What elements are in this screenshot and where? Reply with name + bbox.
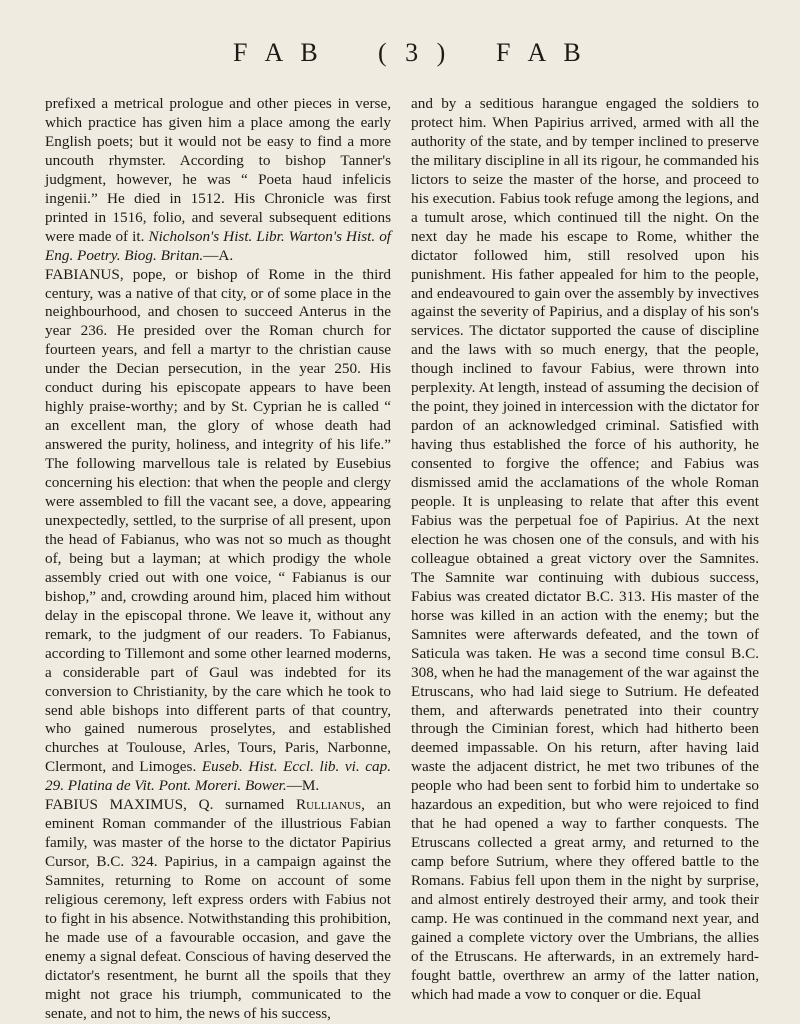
entry-fabius-maximus (45, 796, 391, 1023)
entry-text: , an eminent Roman commander of the illustrious Fabian family, was master of the horse to the dictator Papirius Cursor, B.C. 324. Papirius, in a campaign against the Samnites, returning to Rome on account of some religious ceremony, left express orders with Fabius not to fight in his absence. Notwithstanding this prohibition, he made use of a favourable occasion, and gave the enemy a signal defeat. Conscious of having deserved the dictator's resentment, he burnt all the spoils that they might not grace his triumph, communicated to the senate, and not to him, the news of his success, (45, 796, 391, 1022)
references: Euseb. Hist. Eccl. lib. vi. cap. 29. Platina de Vit. Pont. Moreri. Bower. (45, 758, 391, 795)
author-signature: —M. (286, 777, 320, 795)
entry-heading: FABIUS MAXIMUS, Q. surnamed (45, 796, 285, 814)
entry-fabian-chronicle (45, 95, 391, 266)
entry-fabius-continued (411, 95, 759, 1005)
left-column (45, 95, 391, 1024)
entry-text: and by a seditious harangue engaged the soldiers to protect him. When Papirius arrived, armed with all the authority of the state, and by temper inclined to preserve the military discipline in all its rigour, he commanded his lictors to seize the master of the horse, and proceed to his execution. Fabius took refuge among the legions, and a tumult arose, which continued till the night. On the next day he made his escape to Rome, whither the dictator followed him, still resolved upon his punishment. His father appealed for him to the people, and endeavoured to gain over the assembly by invectives against the severity of Papirius, and a display of his son's services. The dictator supported the cause of discipline and the laws with so much energy, that the people, though inclined to favour Fabius, were thrown into perplexity. At length, instead of assuming the decision of the point, they joined in intercession with the dictator for pardon of an acknowledged criminal. Satisfied with having thus established the force of his authority, he consented to forgive the offence; and Fabius was dismissed amid the acclamations of the whole Roman people. It is unpleasing to relate that after this event Fabius was the perpetual foe of Papirius. At the next election he was chosen one of the consuls, and with his colleague obtained a great victory over the Samnites. The Samnite war continuing with dubious success, Fabius was created dictator B.C. 313. His master of the horse was killed in an action with the enemy; but the Samnites were afterwards defeated, and the town of Saticula was taken. He was a second time consul B.C. 308, when he had the management of the war against the Etruscans, who had laid siege to Sutrium. He defeated them, and afterwards penetrated into their country through the Ciminian forest, which had hitherto been deemed impassable. On his return, after having laid waste the adjacent district, he met two tribunes of the people who had been sent to forbid him to undertake so hazardous an expedition, but who were rejoiced to find that he had opened a way to farther conquests. The Etruscans collected a great army, and returned to the camp before Sutrium, where they offered battle to the Romans. Fabius fell upon them in the night by surprise, and almost entirely destroyed their army, and took their camp. He was continued in the command next year, and gained a complete victory over the Umbrians, the allies of the Etruscans. He afterwards, in an extremely hard-fought battle, overthrew an army of the latter nation, which had made a vow to conquer or die. Equal (411, 95, 759, 1003)
running-head-left: F A B (233, 38, 324, 67)
references: Nicholson's Hist. Libr. Warton's Hist. of Eng. Poetry. Biog. Britan. (45, 227, 392, 264)
author-signature: —A. (203, 246, 234, 264)
page-number: ( 3 ) (378, 38, 452, 67)
running-head-right: F A B (496, 38, 587, 67)
entry-text: FABIANUS, pope, or bishop of Rome in the third century, was a native of that city, or of some place in the neighbourhood, and chosen to succeed Anterus in the year 236. He presided over the Roman church for fourteen years, and fell a martyr to the christian cause under the Decian persecution, in the year 250. His conduct during his episcopate appears to have been highly praise-worthy; and by St. Cyprian he is called “ an excellent man, the glory of whose death had answered the purity, holiness, and integrity of his life.” The following marvellous tale is related by Eusebius concerning his election: that when the people and clergy were assembled to fill the vacant see, a dove, appearing unexpectedly, settled, to the surprise of all present, upon the head of Fabianus, who was not so much as thought of, being but a layman; at which prodigy the whole assembly cried out with one voice, “ Fabianus is our bishop,” and, crowding around him, placed him without delay in the episcopal throne. We leave it, without any remark, to the judgment of our readers. To Fabianus, according to Tillemont and some other learned moderns, a considerable part of Gaul was indebted for its conversion to Christianity, by the care which he took to send able bishops into different parts of that country, who gained numerous proselytes, and established churches at Toulouse, Arles, Tours, Paris, Narbonne, Clermont, and Limoges. (45, 265, 391, 776)
surname: Rullianus (295, 796, 362, 814)
entry-fabianus (45, 266, 391, 797)
entry-text: prefixed a metrical prologue and other pieces in verse, which practice has given him a place among the early English poets; but it would not be easy to find a more uncouth rhymster. According to bishop Tanner's judgment, however, he was “ Poeta haud infelicis ingenii.” He died in 1512. His Chronicle was first printed in 1516, folio, and several subsequent editions were made of it. (45, 95, 391, 245)
right-column (411, 95, 759, 1005)
